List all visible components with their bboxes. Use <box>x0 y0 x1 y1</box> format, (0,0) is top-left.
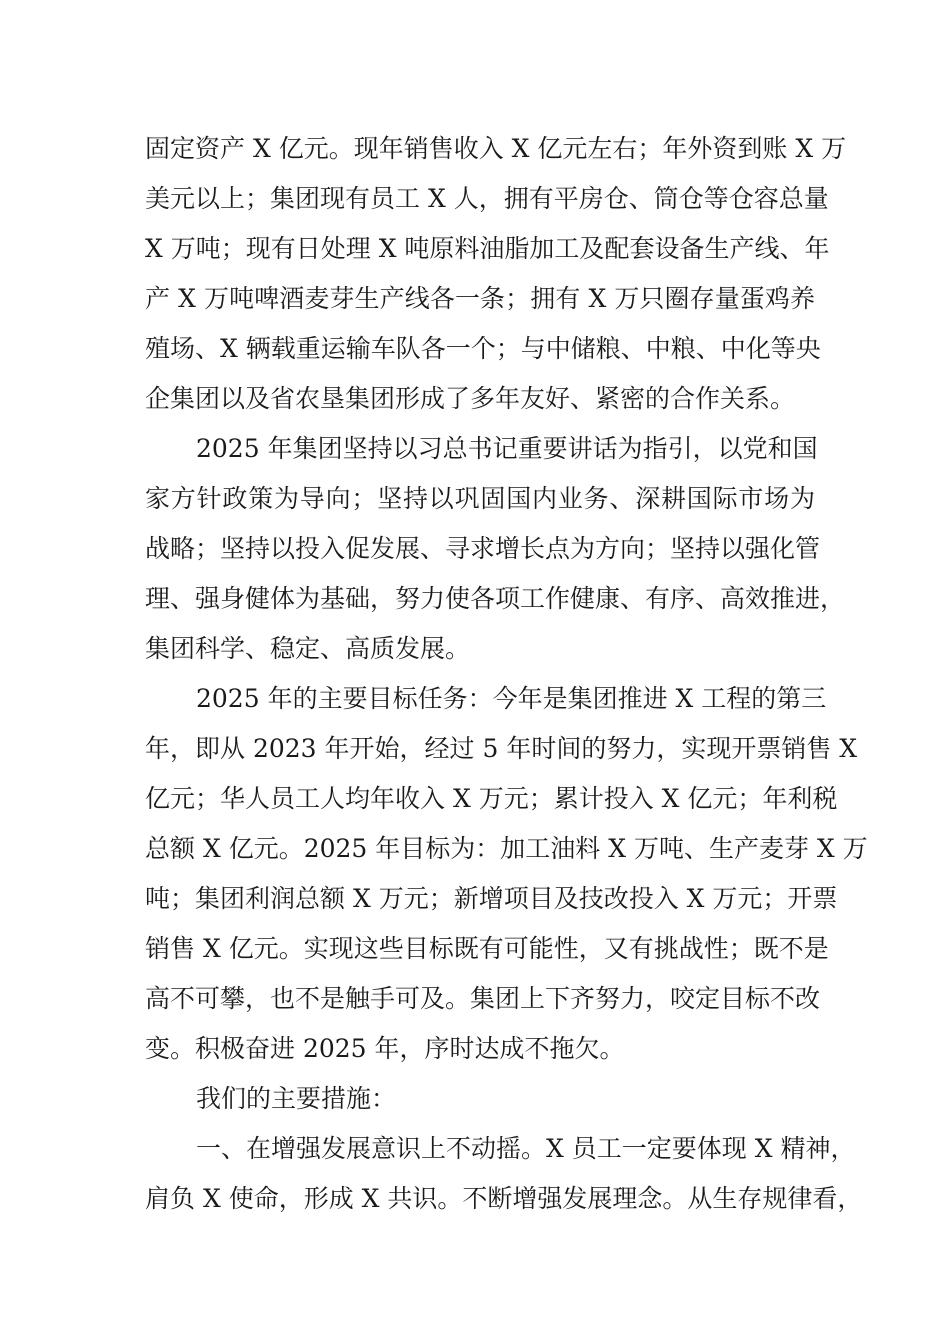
text-line: 战略；坚持以投入促发展、寻求增长点为方向；坚持以强化管 <box>145 534 821 563</box>
section-heading: 我们的主要措施： <box>196 1084 397 1113</box>
text-line: 销售 X 亿元。实现这些目标既有可能性，又有挑战性；既不是 <box>145 934 829 963</box>
text-line: X 万吨；现有日处理 X 吨原料油脂加工及配套设备生产线、年 <box>145 234 830 263</box>
text-line: 吨；集团利润总额 X 万元；新增项目及技改投入 X 万元；开票 <box>145 884 838 913</box>
text-line: 固定资产 X 亿元。现年销售收入 X 亿元左右；年外资到账 X 万 <box>145 134 847 163</box>
text-line: 殖场、X 辆载重运输车队各一个；与中储粮、中粮、中化等央 <box>145 334 821 363</box>
paragraph-first-line: 2025 年集团坚持以习总书记重要讲话为指引，以党和国 <box>196 434 818 463</box>
text-line: 变。积极奋进 2025 年，序时达成不拖欠。 <box>145 1034 625 1063</box>
text-line: 集团科学、稳定、高质发展。 <box>145 634 471 663</box>
text-line: 产 X 万吨啤酒麦芽生产线各一条；拥有 X 万只圈存量蛋鸡养 <box>145 284 815 313</box>
text-line: 理、强身健体为基础，努力使各项工作健康、有序、高效推进， <box>145 584 846 613</box>
paragraph-first-line: 2025 年的主要目标任务：今年是集团推进 X 工程的第三 <box>196 684 827 713</box>
text-line: 肩负 X 使命，形成 X 共识。不断增强发展理念。从生存规律看， <box>145 1184 863 1213</box>
text-line: 年，即从 2023 年开始，经过 5 年时间的努力，实现开票销售 X <box>145 734 858 763</box>
text-line: 企集团以及省农垦集团形成了多年友好、紧密的合作关系。 <box>145 384 796 413</box>
paragraph-first-line: 一、在增强发展意识上不动摇。X 员工一定要体现 X 精神， <box>196 1134 856 1163</box>
text-line: 总额 X 亿元。2025 年目标为：加工油料 X 万吨、生产麦芽 X 万 <box>145 834 868 863</box>
text-line: 亿元；华人员工人均年收入 X 万元；累计投入 X 亿元；年利税 <box>145 784 838 813</box>
text-line: 美元以上；集团现有员工 X 人，拥有平房仓、筒仓等仓容总量 <box>145 184 829 213</box>
text-line: 家方针政策为导向；坚持以巩固国内业务、深耕国际市场为 <box>145 484 815 513</box>
text-line: 高不可攀，也不是触手可及。集团上下齐努力，咬定目标不改 <box>145 984 821 1013</box>
